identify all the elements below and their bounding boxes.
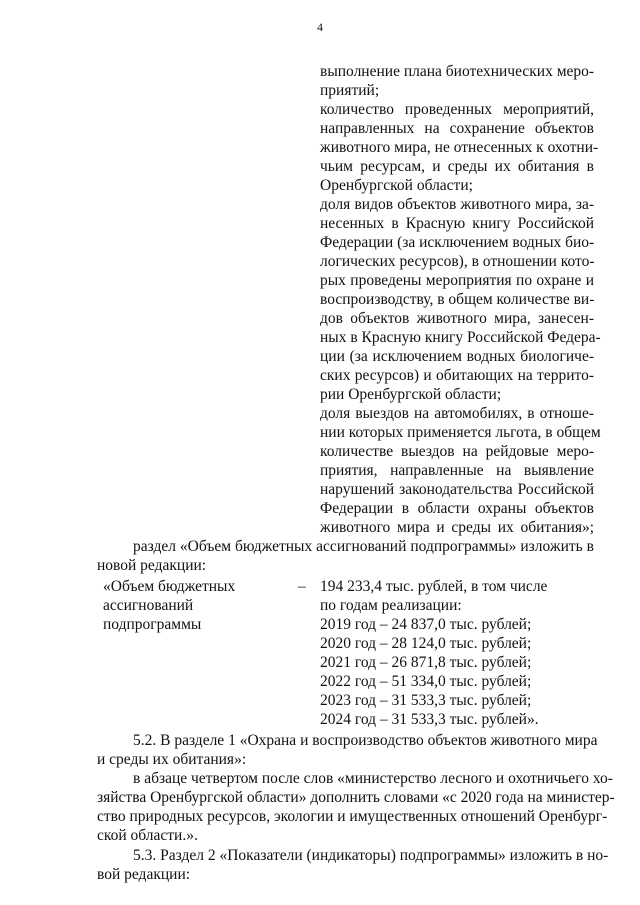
right-column-line: воспроизводству, в общем количестве ви- [320,291,595,308]
budget-line: 2023 год – 31 533,3 тыс. рублей; [320,692,532,709]
right-column-line: ских ресурсов) и обитающих на террито- [320,367,594,384]
item-5-3-line: 5.3. Раздел 2 «Показатели (индикаторы) подпрограммы» изложить в но- [133,847,609,864]
item-5-2-heading-line: и среды их обитания»: [97,751,247,768]
right-column-line: приятия, направленные на выявление [320,462,594,479]
item-5-3-line: вой редакции: [97,866,191,883]
right-column-line: рии Оренбургской области; [320,386,502,403]
right-column-line: количество проведенных мероприятий, [320,101,594,118]
right-column-line: ных в Красную книгу Российской Федера- [320,329,601,346]
right-column-line: рых проведены мероприятия по охране и [320,272,594,289]
right-column-line: Федерации (за исключением водных био- [320,234,595,251]
right-column-line: чьим ресурсам, и среды их обитания в [320,158,594,175]
item-5-2-body-line: зяйства Оренбургской области» дополнить словами «с 2020 года на министер- [97,789,615,806]
budget-label-line: подпрограммы [103,616,202,633]
item-5-2-body-line: ство природных ресурсов, экологии и имущественных отношений Оренбург- [97,808,608,825]
right-column-line: Федерации в области охраны объектов [320,500,594,517]
right-column-line: животного мира, не отнесенных к охотни- [320,139,599,156]
right-column-line: выполнение плана биотехнических меро- [320,63,595,80]
right-column-line: Оренбургской области; [320,177,473,194]
budget-line: 2024 год – 31 533,3 тыс. рублей». [320,711,539,728]
right-column-line: нарушений законодательства Российской [320,481,594,498]
right-column-line: ции (за исключением водных биологиче- [320,348,594,365]
budget-label-line: ассигнований [103,597,194,614]
budget-line: 2022 год – 51 334,0 тыс. рублей; [320,673,532,690]
right-column-line: направленных на сохранение объектов [320,120,594,137]
right-column-line: доля видов объектов животного мира, за- [320,196,594,213]
budget-label-line: «Объем бюджетных [103,578,236,595]
budget-line: 2019 год – 24 837,0 тыс. рублей; [320,616,532,633]
section-intro-line: раздел «Объем бюджетных ассигнований подпрограммы» изложить в [133,538,594,555]
right-column-line: животного мира и среды их обитания»; [320,519,594,536]
right-column-line: доля выездов на автомобилях, в отноше- [320,405,594,422]
right-column-line: приятий; [320,82,380,99]
budget-line: по годам реализации: [320,597,462,614]
item-5-2-heading-line: 5.2. В разделе 1 «Охрана и воспроизводство объектов животного мира [133,732,598,749]
item-5-2-body-line: ской области.». [97,827,198,844]
section-intro-line: новой редакции: [97,557,207,574]
budget-line: 194 233,4 тыс. рублей, в том числе [320,578,548,595]
budget-line: 2021 год – 26 871,8 тыс. рублей; [320,654,532,671]
item-5-2-body-line: в абзаце четвертом после слов «министерство лесного и охотничьего хо- [133,770,613,787]
right-column-line: нии которых применяется льгота, в общем [320,424,601,441]
page-number: 4 [317,20,323,34]
budget-line: 2020 год – 28 124,0 тыс. рублей; [320,635,532,652]
right-column-line: количестве выездов на рейдовые меро- [320,443,594,460]
budget-dash: – [298,578,306,595]
right-column-line: логических ресурсов), в отношении кото- [320,253,595,270]
right-column-line: дов объектов животного мира, занесен- [320,310,594,327]
right-column-line: несенных в Красную книгу Российской [320,215,594,232]
